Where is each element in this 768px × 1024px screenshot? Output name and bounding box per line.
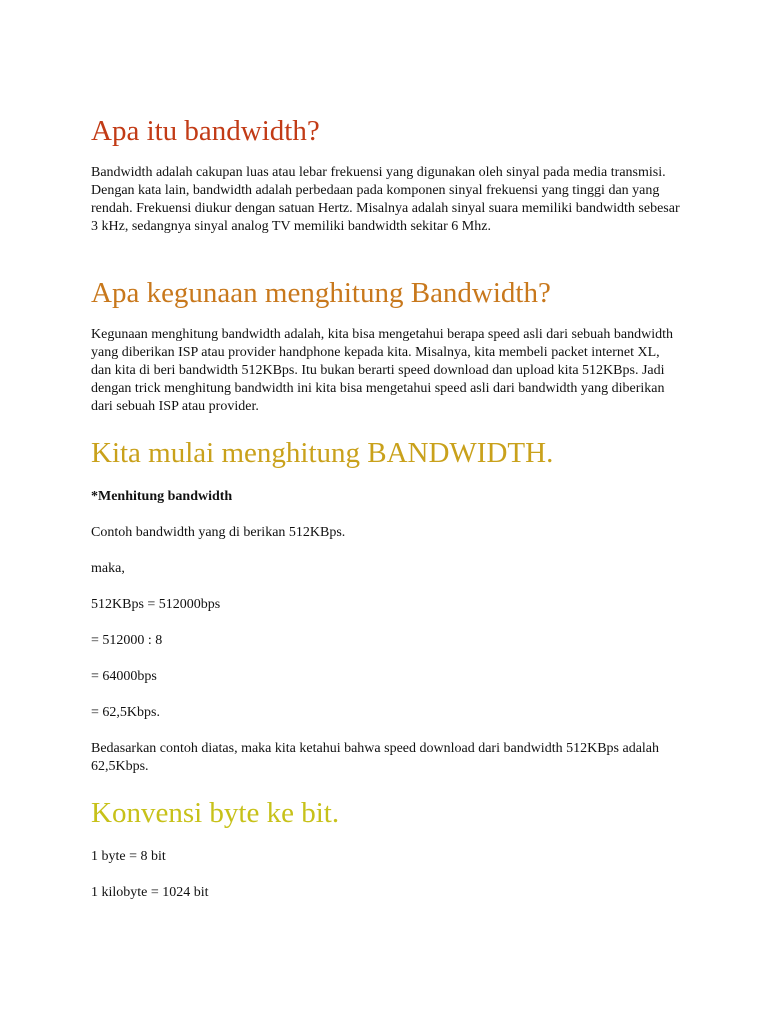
- conversion-line: 1 kilobyte = 1024 bit: [91, 885, 209, 900]
- calculation-conclusion: Bedasarkan contoh diatas, maka kita ketahui bahwa speed download dari bandwidth 512KBps adalah 62,5Kbps.: [91, 741, 660, 774]
- calculation-line: = 512000 : 8: [91, 633, 163, 648]
- calculation-line: maka,: [91, 561, 125, 576]
- calculation-line: 512KBps = 512000bps: [91, 597, 221, 612]
- heading-mulai-menghitung: Kita mulai menghitung BANDWIDTH.: [91, 437, 554, 469]
- calculation-label: *Menhitung bandwidth: [91, 489, 233, 504]
- heading-apa-itu-bandwidth: Apa itu bandwidth?: [91, 115, 320, 147]
- calculation-line: Contoh bandwidth yang di berikan 512KBps.: [91, 525, 346, 540]
- calculation-line: = 62,5Kbps.: [91, 705, 160, 720]
- calculation-line: = 64000bps: [91, 669, 157, 684]
- heading-konversi: Konvensi byte ke bit.: [91, 797, 340, 829]
- conversion-line: 1 byte = 8 bit: [91, 849, 166, 864]
- paragraph-kegunaan: Kegunaan menghitung bandwidth adalah, kita bisa mengetahui berapa speed asli dari sebuah bandwidth yang diberikan ISP atau provider handphone kepada kita. Misalnya, kita membeli packet internet XL, dan kita di beri bandwidth 512KBps. Itu bukan berarti speed download dan upload kita 512KBps. Jadi dengan trick menghitung bandwidth ini kita bisa mengetahui speed asli dari bandwidth yang diberikan dari sebuah ISP atau provider.: [91, 327, 673, 414]
- paragraph-definition: Bandwidth adalah cakupan luas atau lebar frekuensi yang digunakan oleh sinyal pada media transmisi. Dengan kata lain, bandwidth adalah perbedaan pada komponen sinyal frekuensi yang tinggi dan yang rendah. Frekuensi diukur dengan satuan Hertz. Misalnya adalah sinyal suara memiliki bandwidth sebesar 3 kHz, sedangnya sinyal analog TV memiliki bandwidth sekitar 6 Mhz.: [91, 165, 680, 234]
- heading-kegunaan: Apa kegunaan menghitung Bandwidth?: [91, 277, 551, 309]
